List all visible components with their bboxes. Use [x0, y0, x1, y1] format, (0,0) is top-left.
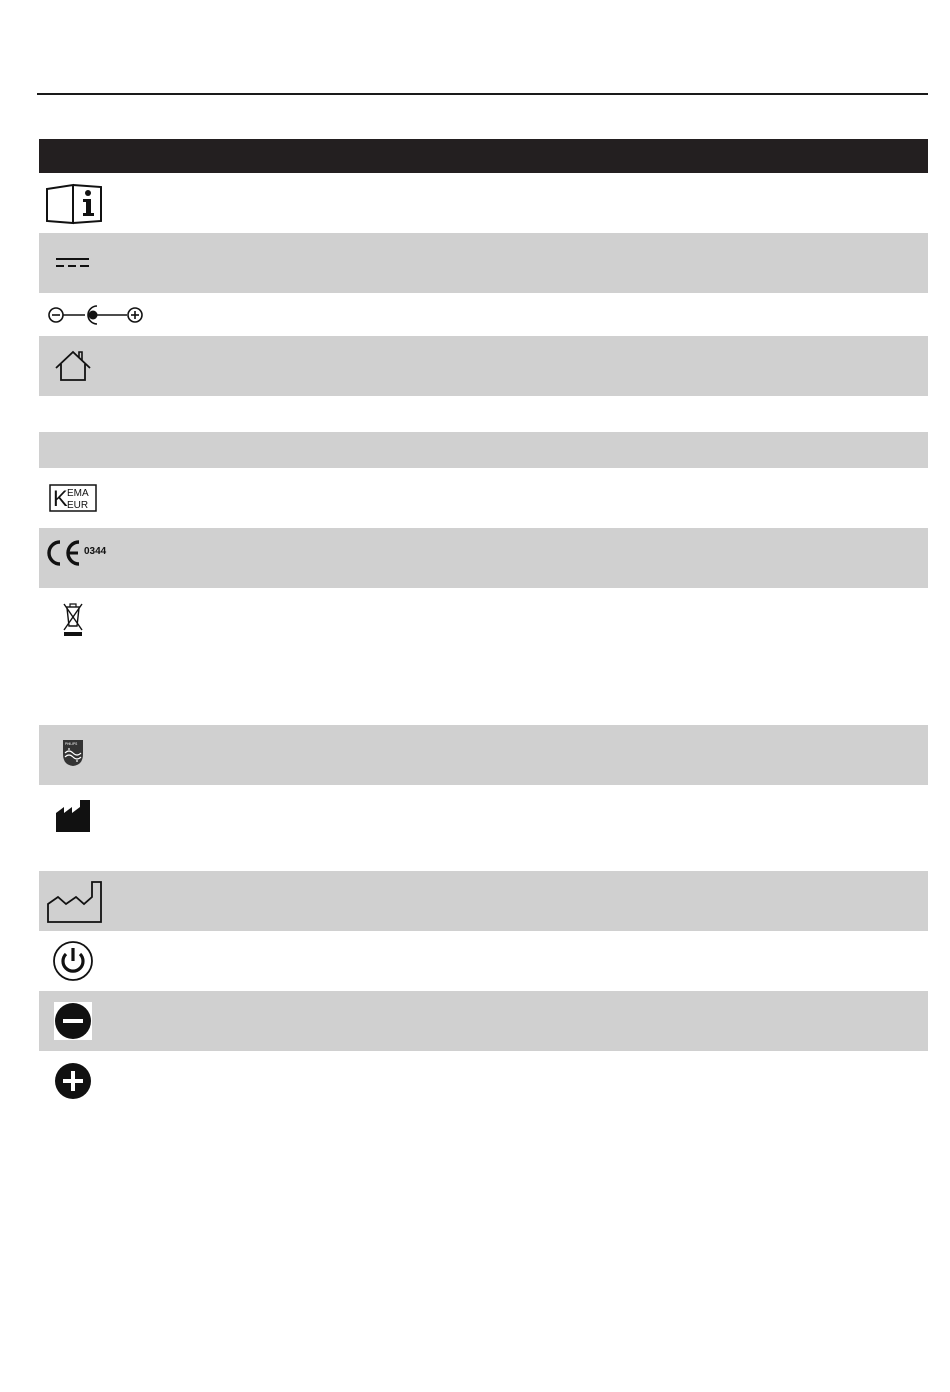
- direct-current-icon: [55, 257, 91, 269]
- instructions-for-use-icon: [45, 183, 105, 225]
- philips-text: PHILIPS: [65, 742, 78, 746]
- ce-mark-icon: [47, 540, 121, 566]
- ce-number: 0344: [84, 546, 107, 557]
- weee-bin-icon: [61, 600, 85, 638]
- table-row: [39, 991, 928, 1051]
- symbols-table: [39, 139, 928, 1111]
- table-row: [39, 725, 928, 785]
- table-row: [39, 871, 928, 931]
- table-row: [39, 785, 928, 871]
- table-row: [39, 336, 928, 396]
- plus-button-icon: [54, 1062, 92, 1100]
- table-row: [39, 396, 928, 432]
- table-row: [39, 1051, 928, 1111]
- table-row: [39, 432, 928, 468]
- table-row: [39, 233, 928, 293]
- philips-shield-icon: [62, 739, 84, 767]
- minus-button-icon: [54, 1002, 92, 1040]
- kema-keur-icon: [49, 484, 97, 512]
- table-row: [39, 293, 928, 336]
- top-rule: [37, 93, 928, 95]
- table-row: [39, 588, 928, 725]
- kema-top-text: EMA: [67, 488, 89, 499]
- dc-polarity-icon: [47, 304, 145, 326]
- table-row: [39, 528, 928, 588]
- kema-bottom-text: EUR: [67, 500, 89, 511]
- manufacturer-icon: [55, 799, 91, 833]
- indoor-use-icon: [53, 349, 93, 383]
- table-row: [39, 468, 928, 528]
- kema-letter: K: [53, 486, 68, 511]
- power-button-icon: [53, 941, 93, 981]
- table-row: [39, 173, 928, 233]
- table-row: [39, 931, 928, 991]
- date-of-manufacture-icon: [46, 880, 104, 924]
- table-header: [39, 139, 928, 173]
